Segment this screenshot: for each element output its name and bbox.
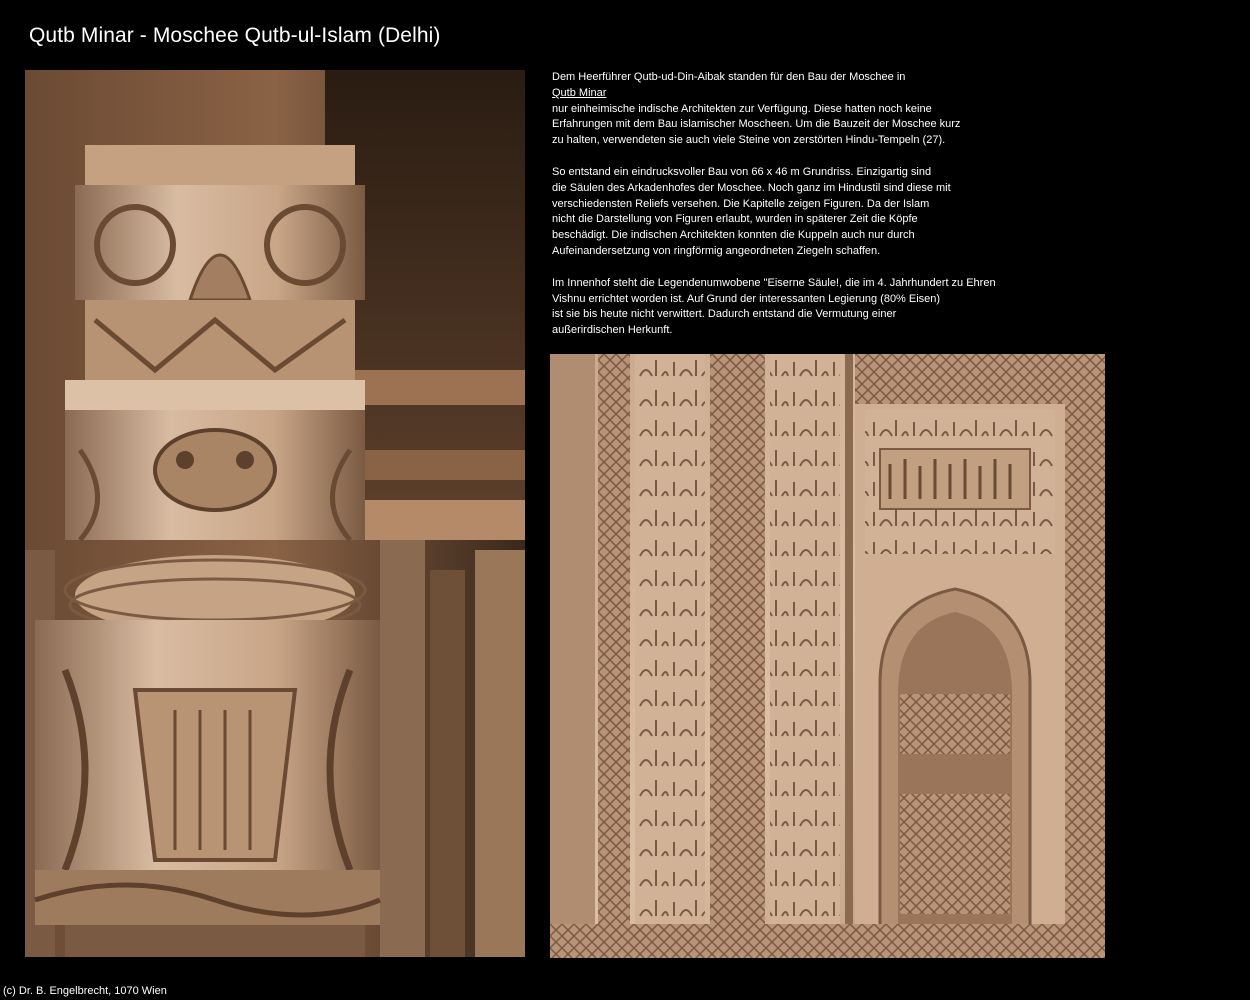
article-line: zu halten, verwendeten sie auch viele Steine von zerstörten Hindu-Tempeln (27). (552, 134, 946, 147)
qutb-minar-link[interactable]: Qutb Minar (552, 86, 607, 99)
carved-wall-niche-photo (550, 354, 1105, 958)
article-paragraph-2 (552, 165, 1072, 260)
article-line: Im Innenhof steht die Legendenumwobene "Eiserne Säule!, die im 4. Jahrhundert zu Ehren (552, 276, 996, 289)
carved-pillar-image (25, 70, 525, 957)
page-title: Qutb Minar - Moschee Qutb-ul-Islam (Delhi) (29, 24, 441, 47)
copyright-notice: (c) Dr. B. Engelbrecht, 1070 Wien (3, 985, 167, 997)
article-line: außerirdischen Herkunft. (552, 324, 673, 337)
article-line: Erfahrungen mit dem Bau islamischer Moscheen. Um die Bauzeit der Moschee kurz (552, 118, 961, 131)
article-line: So entstand ein eindrucksvoller Bau von 66 x 46 m Grundriss. Einzigartig sind (552, 165, 932, 178)
article-text (552, 70, 1072, 355)
article-line: Dem Heerführer Qutb-ud-Din-Aibak standen für den Bau der Moschee in (552, 71, 906, 83)
article-line: Aufeinandersetzung von ringförmig angeordneten Ziegeln schaffen. (552, 244, 881, 257)
article-line: beschädigt. Die indischen Architekten konnten die Kuppeln auch nur durch (552, 229, 915, 242)
article-line: Vishnu errichtet worden ist. Auf Grund der interessanten Legierung (80% Eisen) (552, 292, 941, 305)
carved-wall-image (550, 354, 1105, 958)
article-line: nicht die Darstellung von Figuren erlaubt, wurden in späterer Zeit die Köpfe (552, 213, 918, 226)
article-line: die Säulen des Arkadenhofes der Moschee. Noch ganz im Hindustil sind diese mit (552, 181, 951, 194)
article-line: ist sie bis heute nicht verwittert. Dadurch entstand die Vermutung einer (552, 308, 897, 321)
article-line: verschiedensten Reliefs versehen. Die Kapitelle zeigen Figuren. Da der Islam (552, 197, 930, 210)
article-line: nur einheimische indische Architekten zur Verfügung. Diese hatten noch keine (552, 102, 932, 115)
carved-pillar-photo (25, 70, 525, 957)
article-paragraph-3 (552, 276, 1072, 339)
article-paragraph-1 (552, 70, 1072, 149)
